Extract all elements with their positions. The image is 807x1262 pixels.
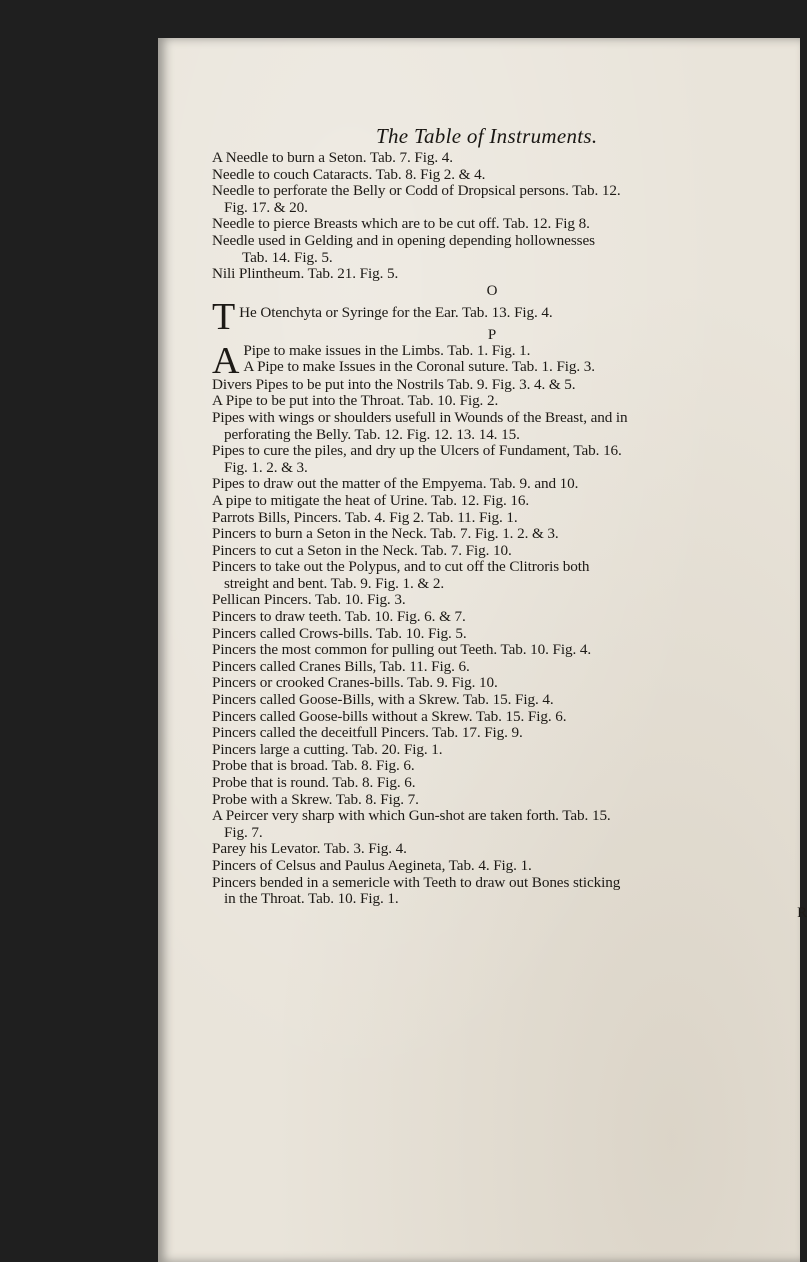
drop-cap: T (212, 295, 236, 338)
entry: Pincers bended in a semericle with Teeth to draw out Bones sticking (212, 873, 621, 891)
entry: Pipe to make issues in the Limbs. Tab. 1. Fig. 1. (243, 341, 531, 359)
entry: A pipe to mitigate the heat of Urine. Tab. 12. Fig. 16. (212, 491, 530, 509)
entry: Pincers called the deceitfull Pincers. Tab. 17. Fig. 9. (212, 724, 523, 742)
entry: Divers Pipes to be put into the Nostrils Tab. 9. Fig. 3. 4. & 5. (212, 375, 576, 393)
entry: Pipes to draw out the matter of the Empyema. Tab. 9. and 10. (212, 475, 579, 493)
section-letter-p: P (487, 326, 497, 343)
entry: Parrots Bills, Pincers. Tab. 4. Fig 2. Tab. 11. Fig. 1. (212, 508, 518, 526)
entry: Probe with a Skrew. Tab. 8. Fig. 7. (212, 790, 419, 808)
entry: Pincers or crooked Cranes-bills. Tab. 9. Fig. 10. (212, 674, 498, 692)
entry-continued: Fig. 1. 2. & 3. (224, 458, 308, 476)
entry: Probe that is round. Tab. 8. Fig. 6. (212, 774, 416, 791)
entry: Needle used in Gelding and in opening depending hollownesses (212, 231, 595, 249)
entry-text: in the Throat. Tab. 10. Fig. 1. (224, 890, 399, 908)
entry: Pincers called Crows-bills. Tab. 10. Fig. 5. (212, 624, 467, 642)
entry-continued: Tab. 14. Fig. 5. (242, 248, 333, 266)
catchword: R (797, 905, 807, 922)
section-n (212, 150, 797, 283)
entry: Needle to couch Cataracts. Tab. 8. Fig 2. & 4. (212, 165, 486, 183)
entry: Pincers of Celsus and Paulus Aegineta, Tab. 4. Fig. 1. (212, 856, 532, 874)
section-o (212, 295, 797, 338)
drop-cap: A (212, 339, 240, 382)
entry-continued: perforating the Belly. Tab. 12. Fig. 12. 13. 14. 15. (224, 425, 520, 443)
entry: Pellican Pincers. Tab. 10. Fig. 3. (212, 591, 406, 609)
book-page (158, 38, 807, 1262)
entry: Probe that is broad. Tab. 8. Fig. 6. (212, 757, 415, 775)
entry: A Peircer very sharp with which Gun-shot are taken forth. Tab. 15. (212, 807, 611, 825)
entry-continued: streight and bent. Tab. 9. Fig. 1. & 2. (224, 574, 445, 592)
entry: A Needle to burn a Seton. Tab. 7. Fig. 4. (212, 149, 453, 166)
entry-continued: Fig. 17. & 20. (224, 198, 308, 216)
entry: Pincers called Goose-bills without a Skrew. Tab. 15. Fig. 6. (212, 707, 567, 725)
entry: Pincers to draw teeth. Tab. 10. Fig. 6. & 7. (212, 608, 466, 626)
entry: Parey his Levator. Tab. 3. Fig. 4. (212, 840, 407, 858)
entry: Pincers to burn a Seton in the Neck. Tab. 7. Fig. 1. 2. & 3. (212, 525, 559, 543)
entry: A Pipe to make Issues in the Coronal suture. Tab. 1. Fig. 3. (243, 358, 595, 376)
section-p-opening (212, 339, 797, 382)
section-letter-o: O (486, 282, 498, 299)
entry: Pipes with wings or shoulders usefull in Wounds of the Breast, and in (212, 408, 628, 426)
entry: Nili Plintheum. Tab. 21. Fig. 5. (212, 265, 399, 283)
entry: He Otenchyta or Syringe for the Ear. Tab. 13. Fig. 4. (239, 303, 553, 321)
entry: Pipes to cure the piles, and dry up the Ulcers of Fundament, Tab. 16. (212, 442, 622, 460)
entry: Pincers to take out the Polypus, and to cut off the Clitroris both (212, 558, 590, 576)
entry-continued (212, 890, 807, 922)
entry: Needle to perforate the Belly or Codd of Dropsical persons. Tab. 12. (212, 182, 621, 200)
entry: Pincers called Cranes Bills, Tab. 11. Fig. 6. (212, 657, 470, 675)
entry: Pincers called Goose-Bills, with a Skrew. Tab. 15. Fig. 4. (212, 691, 554, 709)
entry-continued: Fig. 7. (224, 823, 263, 841)
entry: Needle to pierce Breasts which are to be cut off. Tab. 12. Fig 8. (212, 215, 590, 233)
page-title: The Table of Instruments. (376, 124, 598, 148)
entry: Pincers to cut a Seton in the Neck. Tab. 7. Fig. 10. (212, 541, 512, 559)
table-of-instruments (212, 149, 807, 922)
entry: A Pipe to be put into the Throat. Tab. 10. Fig. 2. (212, 392, 499, 410)
section-p (212, 339, 807, 922)
entry: Pincers the most common for pulling out Teeth. Tab. 10. Fig. 4. (212, 641, 592, 659)
entry: Pincers large a cutting. Tab. 20. Fig. 1. (212, 740, 443, 758)
